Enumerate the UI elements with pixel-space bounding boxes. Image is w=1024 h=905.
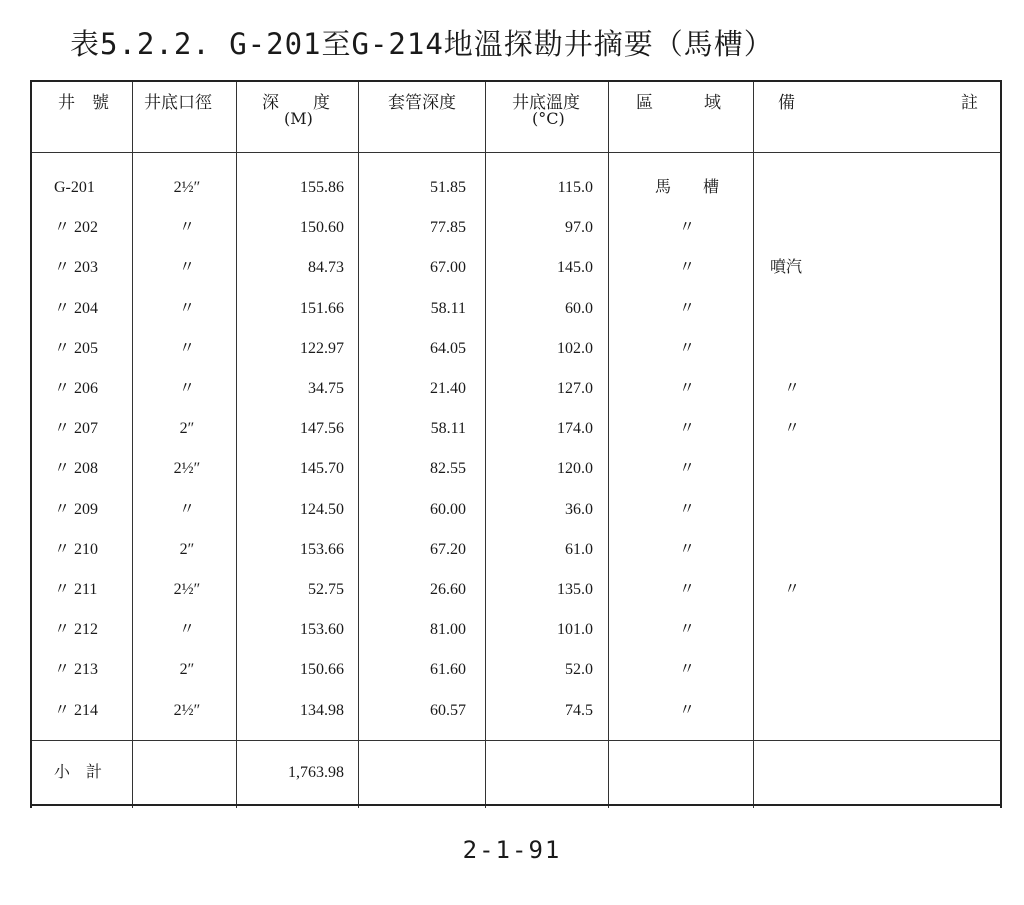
cell-area: 〃 bbox=[678, 259, 695, 277]
cell-well-no: 〃 208 bbox=[54, 460, 99, 478]
cell-remark bbox=[784, 213, 884, 243]
table-row bbox=[32, 213, 1000, 243]
cell-depth: 155.86 bbox=[300, 179, 344, 196]
header-depth-unit: (M) bbox=[284, 109, 313, 128]
cell-diameter: 2½″ bbox=[173, 701, 201, 719]
header-remarks-label-right: 註 bbox=[961, 93, 978, 113]
table-row bbox=[32, 374, 1000, 404]
cell-bottom-temp: 120.0 bbox=[557, 460, 593, 478]
cell-casing-depth: 51.85 bbox=[430, 179, 466, 196]
cell-remark bbox=[784, 535, 884, 565]
cell-casing-depth: 81.00 bbox=[430, 621, 466, 639]
cell-diameter: 〃 bbox=[178, 339, 195, 357]
cell-bottom-temp: 74.5 bbox=[565, 701, 593, 719]
cell-area: 〃 bbox=[678, 540, 695, 558]
cell-area: 〃 bbox=[678, 621, 695, 639]
cell-bottom-temp: 97.0 bbox=[565, 219, 593, 237]
cell-remark: 噴汽 bbox=[770, 259, 803, 277]
table-row bbox=[32, 615, 1000, 645]
header-well-no bbox=[58, 88, 132, 148]
cell-casing-depth: 58.11 bbox=[430, 299, 466, 317]
table-row bbox=[32, 655, 1000, 685]
cell-depth: 147.56 bbox=[300, 420, 344, 438]
header-well-no-label: 井 號 bbox=[58, 93, 109, 113]
table-row bbox=[32, 414, 1000, 444]
cell-depth: 84.73 bbox=[308, 259, 344, 277]
table-top-rule bbox=[32, 80, 1000, 82]
cell-bottom-temp: 102.0 bbox=[557, 339, 593, 357]
cell-bottom-temp: 145.0 bbox=[557, 259, 593, 277]
cell-well-no: 〃 212 bbox=[54, 621, 99, 639]
table-row bbox=[32, 334, 1000, 364]
cell-diameter: 2″ bbox=[179, 420, 195, 438]
cell-diameter: 2″ bbox=[179, 540, 195, 558]
cell-well-no: 〃 211 bbox=[54, 581, 98, 598]
header-casing-label: 套管深度 bbox=[388, 93, 456, 113]
cell-casing-depth: 58.11 bbox=[430, 420, 466, 438]
cell-remark bbox=[784, 615, 884, 645]
header-remarks bbox=[778, 88, 978, 148]
cell-casing-depth: 61.60 bbox=[430, 661, 466, 679]
cell-area: 〃 bbox=[678, 460, 695, 478]
cell-diameter: 2″ bbox=[179, 661, 195, 679]
cell-bottom-temp: 60.0 bbox=[565, 299, 593, 317]
header-diameter-label: 井底口徑 bbox=[144, 93, 212, 113]
cell-well-no: 〃 202 bbox=[54, 219, 99, 237]
cell-diameter: 2½″ bbox=[173, 179, 201, 196]
header-casing bbox=[388, 88, 485, 148]
cell-casing-depth: 60.57 bbox=[430, 701, 466, 719]
table-row bbox=[32, 173, 1000, 203]
cell-diameter: 2½″ bbox=[173, 460, 201, 478]
cell-depth: 122.97 bbox=[300, 339, 344, 357]
cell-depth: 145.70 bbox=[300, 460, 344, 478]
header-rule bbox=[32, 152, 1000, 153]
cell-area: 〃 bbox=[678, 380, 695, 397]
cell-well-no: 〃 213 bbox=[54, 661, 99, 679]
cell-depth: 34.75 bbox=[308, 380, 344, 397]
cell-well-no: G-201 bbox=[54, 179, 95, 196]
table-row bbox=[32, 535, 1000, 565]
cell-area: 〃 bbox=[678, 420, 695, 438]
cell-bottom-temp: 127.0 bbox=[557, 380, 593, 397]
cell-diameter: 2½″ bbox=[173, 581, 201, 598]
cell-casing-depth: 64.05 bbox=[430, 339, 466, 357]
cell-well-no: 〃 203 bbox=[54, 259, 99, 277]
cell-area: 〃 bbox=[678, 661, 695, 679]
table-row bbox=[32, 575, 1000, 605]
subtotal-row bbox=[32, 758, 1000, 788]
cell-depth: 153.66 bbox=[300, 540, 344, 558]
cell-remark: 〃 bbox=[784, 420, 801, 438]
well-summary-table bbox=[30, 80, 1002, 808]
cell-diameter: 〃 bbox=[178, 259, 195, 277]
cell-diameter: 〃 bbox=[178, 621, 195, 639]
subtotal-label: 小 計 bbox=[54, 764, 103, 781]
header-temp bbox=[512, 88, 608, 148]
cell-casing-depth: 77.85 bbox=[430, 219, 466, 237]
cell-bottom-temp: 61.0 bbox=[565, 540, 593, 558]
cell-diameter: 〃 bbox=[178, 380, 195, 397]
cell-depth: 134.98 bbox=[300, 701, 344, 719]
header-depth-label: 深 度 bbox=[262, 93, 330, 113]
cell-diameter: 〃 bbox=[178, 219, 195, 237]
cell-remark bbox=[784, 294, 884, 324]
table-row bbox=[32, 253, 1000, 283]
cell-diameter: 〃 bbox=[178, 500, 195, 518]
cell-remark bbox=[784, 655, 884, 685]
header-diameter bbox=[144, 88, 236, 148]
cell-remark: 〃 bbox=[784, 581, 801, 598]
header-area-label: 區 域 bbox=[636, 93, 721, 113]
header-temp-label: 井底溫度 bbox=[512, 93, 580, 113]
cell-casing-depth: 21.40 bbox=[430, 380, 466, 397]
cell-casing-depth: 82.55 bbox=[430, 460, 466, 478]
cell-area: 〃 bbox=[678, 500, 695, 518]
cell-casing-depth: 60.00 bbox=[430, 500, 466, 518]
cell-area: 〃 bbox=[678, 219, 695, 237]
cell-well-no: 〃 205 bbox=[54, 339, 99, 357]
cell-remark bbox=[784, 173, 884, 203]
cell-bottom-temp: 115.0 bbox=[557, 179, 593, 196]
subtotal-depth: 1,763.98 bbox=[288, 764, 344, 781]
table-bottom-rule bbox=[32, 804, 1000, 806]
cell-depth: 153.60 bbox=[300, 621, 344, 639]
cell-bottom-temp: 101.0 bbox=[557, 621, 593, 639]
table-row bbox=[32, 495, 1000, 525]
cell-casing-depth: 26.60 bbox=[430, 581, 466, 598]
cell-well-no: 〃 206 bbox=[54, 380, 99, 397]
cell-area: 〃 bbox=[678, 339, 695, 357]
subtotal-rule bbox=[32, 740, 1000, 741]
header-remarks-label-left: 備 bbox=[778, 93, 795, 113]
header-temp-unit: (°C) bbox=[532, 109, 565, 128]
cell-remark: 〃 bbox=[784, 380, 801, 397]
cell-bottom-temp: 52.0 bbox=[565, 661, 593, 679]
page-number: 2-1-91 bbox=[462, 836, 562, 864]
table-row bbox=[32, 294, 1000, 324]
cell-depth: 52.75 bbox=[308, 581, 344, 598]
header-area bbox=[636, 88, 753, 148]
cell-depth: 150.66 bbox=[300, 661, 344, 679]
cell-well-no: 〃 210 bbox=[54, 540, 99, 558]
cell-remark bbox=[784, 334, 884, 364]
cell-bottom-temp: 36.0 bbox=[565, 500, 593, 518]
cell-well-no: 〃 209 bbox=[54, 500, 99, 518]
cell-area: 〃 bbox=[678, 701, 695, 719]
cell-depth: 150.60 bbox=[300, 219, 344, 237]
cell-remark bbox=[784, 696, 884, 726]
cell-depth: 124.50 bbox=[300, 500, 344, 518]
table-row bbox=[32, 454, 1000, 484]
cell-casing-depth: 67.00 bbox=[430, 259, 466, 277]
table-row bbox=[32, 696, 1000, 726]
cell-remark bbox=[784, 454, 884, 484]
cell-well-no: 〃 214 bbox=[54, 701, 99, 719]
cell-area: 馬 槽 bbox=[654, 179, 719, 196]
cell-area: 〃 bbox=[678, 299, 695, 317]
cell-casing-depth: 67.20 bbox=[430, 540, 466, 558]
cell-remark bbox=[784, 495, 884, 525]
cell-area: 〃 bbox=[678, 581, 695, 598]
header-depth bbox=[262, 88, 352, 148]
cell-diameter: 〃 bbox=[178, 299, 195, 317]
cell-bottom-temp: 174.0 bbox=[557, 420, 593, 438]
cell-well-no: 〃 207 bbox=[54, 420, 99, 438]
page-title: 表5.2.2. G-201至G-214地溫探勘井摘要（馬槽） bbox=[70, 27, 774, 61]
cell-well-no: 〃 204 bbox=[54, 299, 99, 317]
cell-bottom-temp: 135.0 bbox=[557, 581, 593, 598]
cell-depth: 151.66 bbox=[300, 299, 344, 317]
